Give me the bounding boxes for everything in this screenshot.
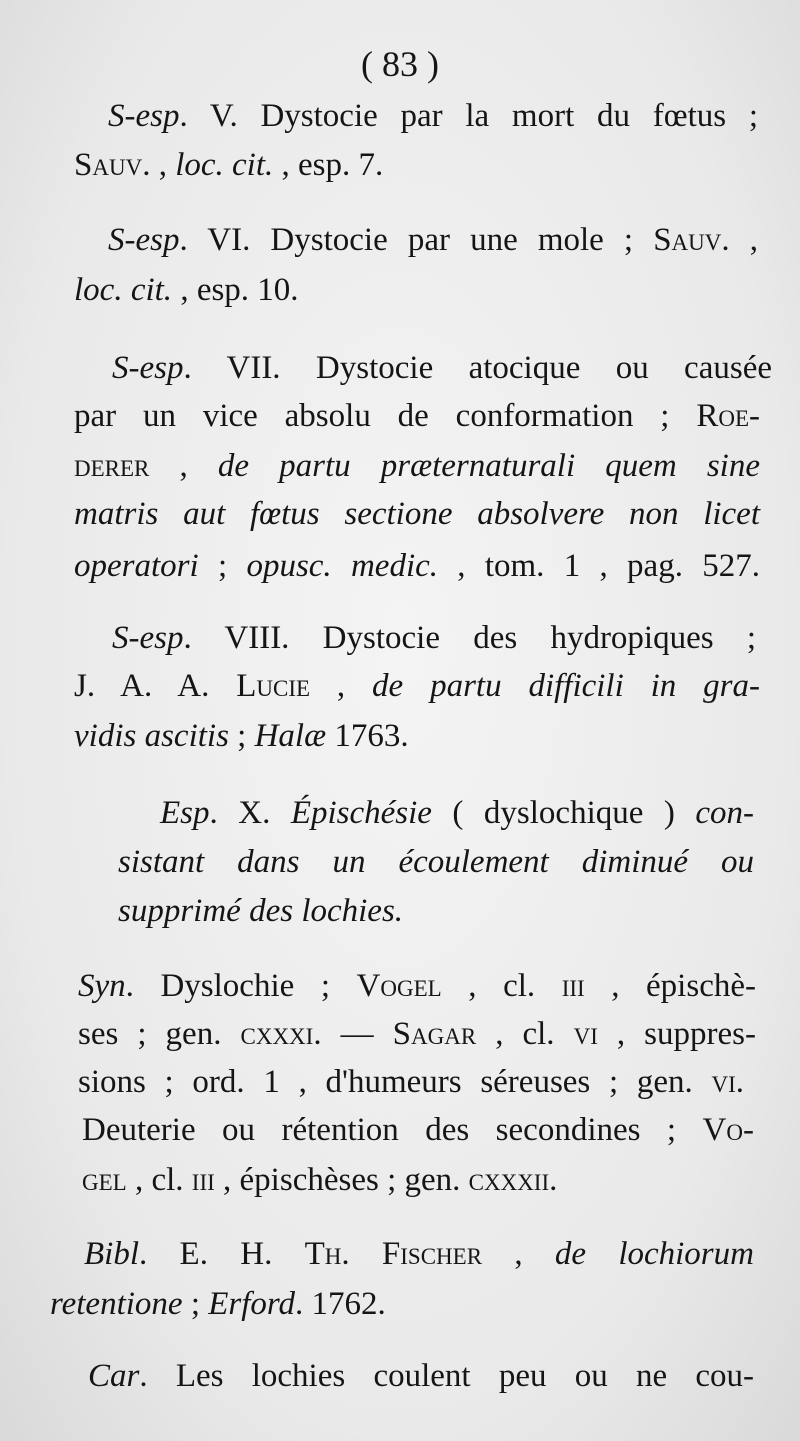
- text-line: S-esp. V. Dystocie par la mort du fœtus ;: [108, 98, 758, 134]
- text-line: S-esp. VII. Dystocie atocique ou causée: [112, 350, 772, 386]
- text-line: Esp. X. Épischésie ( dyslochique ) con-: [160, 795, 754, 831]
- text-line: S-esp. VIII. Dystocie des hydropiques ;: [112, 620, 756, 656]
- text-line: derer , de partu præternaturali quem sine: [74, 448, 760, 484]
- text-line: vidis ascitis ; Halæ 1763.: [74, 718, 409, 754]
- text-line: S-esp. VI. Dystocie par une mole ; Sauv. ,: [108, 222, 758, 258]
- text-line: Deuterie ou rétention des secondines ; Vo-: [82, 1112, 754, 1148]
- text-line: matris aut fœtus sectione absolvere non licet: [74, 496, 760, 532]
- text-line: sions ; ord. 1 , d'humeurs séreuses ; gen. vi.: [78, 1064, 744, 1100]
- text-line: par un vice absolu de conformation ; Roe-: [74, 398, 760, 434]
- text-line: Car. Les lochies coulent peu ou ne cou-: [88, 1358, 754, 1394]
- text-line: J. A. A. Lucie , de partu difficili in gra-: [74, 668, 761, 704]
- page-number: ( 83 ): [361, 44, 439, 84]
- text-line: retentione ; Erford. 1762.: [50, 1286, 386, 1322]
- text-line: Sauv. , loc. cit. , esp. 7.: [74, 147, 384, 183]
- text-line: sistant dans un écoulement diminué ou: [118, 844, 754, 880]
- text-line: Bibl. E. H. Th. Fischer , de lochiorum: [84, 1236, 754, 1272]
- text-line: gel , cl. iii , épischèses ; gen. cxxxii.: [82, 1162, 558, 1198]
- text-line: Syn. Dyslochie ; Vogel , cl. iii , épischè-: [78, 968, 756, 1004]
- text-line: operatori ; opusc. medic. , tom. 1 , pag. 527.: [74, 548, 760, 584]
- text-line: supprimé des lochies.: [118, 893, 404, 929]
- text-line: loc. cit. , esp. 10.: [74, 272, 299, 308]
- text-line: ses ; gen. cxxxi. — Sagar , cl. vi , suppres-: [78, 1016, 756, 1052]
